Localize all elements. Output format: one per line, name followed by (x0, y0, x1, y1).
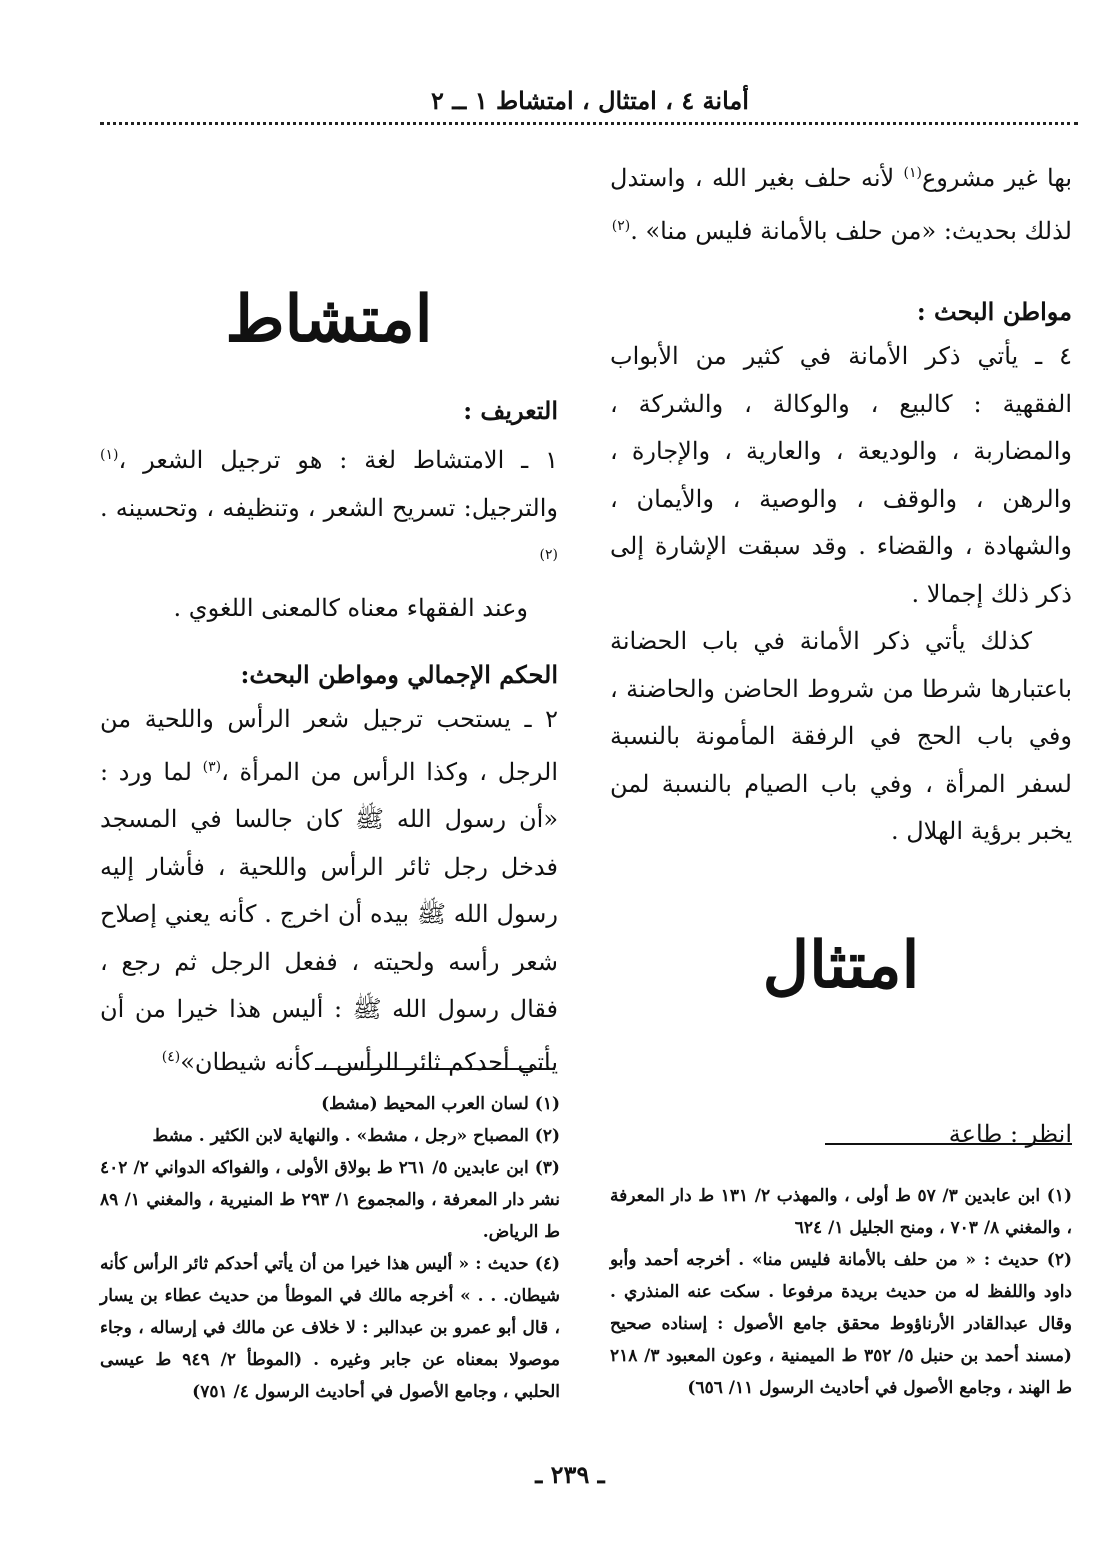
imtithal-title: امتثال (762, 927, 920, 1003)
running-head: أمانة ٤ ، امتثال ، امتشاط ١ ــ ٢ (431, 86, 749, 115)
hukm-paragraph (100, 696, 558, 1086)
footnote-item: (٤) حديث : « أليس هذا خيرا من أن يأتي أحدكم ثائر الرأس كأنه شيطان. . . » أخرجه مالك في الموطأ من حديث عطاء بن يسار ، قال أبو عمرو بن عبدالبر : لا خلاف عن مالك في إرساله ، وجاء موصولا بمعناه عن جابر وغيره . (الموطأ ٢/ ٩٤٩ ط عيسى الحلبي ، وجامع الأصول في أحاديث الرسول ٤/ ٧٥١) (100, 1254, 561, 1402)
footnote-mark-4: (٤) (161, 1048, 181, 1065)
mawatin-paragraph-2: كذلك يأتي ذكر الأمانة في باب الحضانة باعتبارها شرطا من شروط الحاضن والحاضنة ، وفي باب الحج في الرفقة المأمونة بالنسبة لسفر المرأة ، وفي باب الصيام بالنسبة لمن يخبر برؤية الهلال . (610, 627, 1072, 845)
footnote-item: (١) لسان العرب المحيط (مشط) (321, 1094, 560, 1114)
footnotes-left (100, 1088, 560, 1408)
left-column (100, 280, 558, 1086)
footnotes-right (610, 1180, 1072, 1404)
mawatin-heading: مواطن البحث : (916, 297, 1072, 326)
footnote-divider-right (825, 1143, 1072, 1145)
intro-paragraph (610, 150, 1072, 255)
intro-text-b: لأنه حلف بغير الله ، واستدل لذلك بحديث: «من حلف بالأمانة فليس منا» . (610, 164, 1072, 245)
tarif-heading: التعريف : (463, 396, 558, 425)
page-number: ـ ٢٣٩ ـ (535, 1460, 605, 1489)
tarif-paragraph-1 (100, 432, 558, 585)
hukm-heading: الحكم الإجمالي ومواطن البحث: (240, 660, 558, 689)
footnote-item: (٣) ابن عابدين ٥/ ٢٦١ ط بولاق الأولى ، والفواكه الدواني ٢/ ٤٠٢ نشر دار المعرفة ، والمجموع ١/ ٢٩٣ ط المنيرية ، والمغني ١/ ٨٩ ط الرياض. (100, 1158, 560, 1242)
footnote-mark-2: (٢) (611, 217, 631, 234)
footnote-divider-left (315, 1068, 555, 1070)
tarif-text-a: ١ ـ الامتشاط لغة : هو ترجيل الشعر ، (118, 446, 558, 474)
imtishat-title: امتشاط (225, 282, 433, 357)
footnote-item: (٢) حديث : « من حلف بالأمانة فليس منا» . أخرجه أحمد وأبو داود واللفظ له من حديث بريدة مرفوعا . سكت عنه المنذري . وقال عبدالقادر الأرناؤوط محقق جامع الأصول : إسناده صحيح (مسند أحمد بن حنبل ٥/ ٣٥٢ ط الميمنية ، وعون المعبود ٣/ ٢١٨ ط الهند ، وجامع الأصول في أحاديث الرسول ١١/ ٦٥٦) (610, 1250, 1072, 1398)
hukm-text-a: ٢ ـ يستحب ترجيل شعر الرأس واللحية من الرجل ، وكذا الرأس من المرأة ، (100, 705, 559, 786)
mawatin-paragraph-1: ٤ ـ يأتي ذكر الأمانة في كثير من الأبواب الفقهية : كالبيع ، والوكالة ، والشركة ، والمضاربة ، والوديعة ، والعارية ، والإجارة ، والرهن ، والوقف ، والوصية ، والأيمان ، والشهادة ، والقضاء . وقد سبقت الإشارة إلى ذكر ذلك إجمالا . (610, 342, 1072, 608)
footnote-item: (٢) المصباح «رجل ، مشط» . والنهاية لابن الكثير . مشط (152, 1126, 560, 1146)
hukm-text-b: لما ورد : «أن رسول الله ﷺ كان جالسا في المسجد فدخل رجل ثائر الرأس واللحية ، فأشار إليه رسول الله ﷺ بيده أن اخرج . كأنه يعني إصلاح شعر رأسه ولحيته ، ففعل الرجل ثم رجع ، فقال رسول الله ﷺ : أليس هذا خيرا من أن يأتي أحدكم ثائر الرأس ، كأنه شيطان» (100, 757, 558, 1076)
footnote-mark-2: (٢) (539, 547, 558, 563)
right-column (610, 150, 1072, 1158)
footnote-mark-1: (١) (903, 165, 922, 181)
footnote-item: (١) ابن عابدين ٣/ ٥٧ ط أولى ، والمهذب ٢/ ١٣١ ط دار المعرفة ، والمغني ٨/ ٧٠٣ ، ومنح الجليل ١/ ٦٢٤ (610, 1186, 1072, 1238)
footnote-mark-1: (١) (100, 447, 119, 463)
see-also: انظر : طاعة (948, 1119, 1072, 1148)
tarif-paragraph-2: وعند الفقهاء معناه كالمعنى اللغوي . (173, 593, 528, 622)
header-divider (100, 122, 1078, 125)
intro-text-a: بها غير مشروع (921, 164, 1073, 192)
tarif-text-b: والترجيل: تسريح الشعر ، وتنظيفه ، وتحسينه . (100, 493, 558, 522)
footnote-mark-3: (٣) (202, 758, 222, 775)
